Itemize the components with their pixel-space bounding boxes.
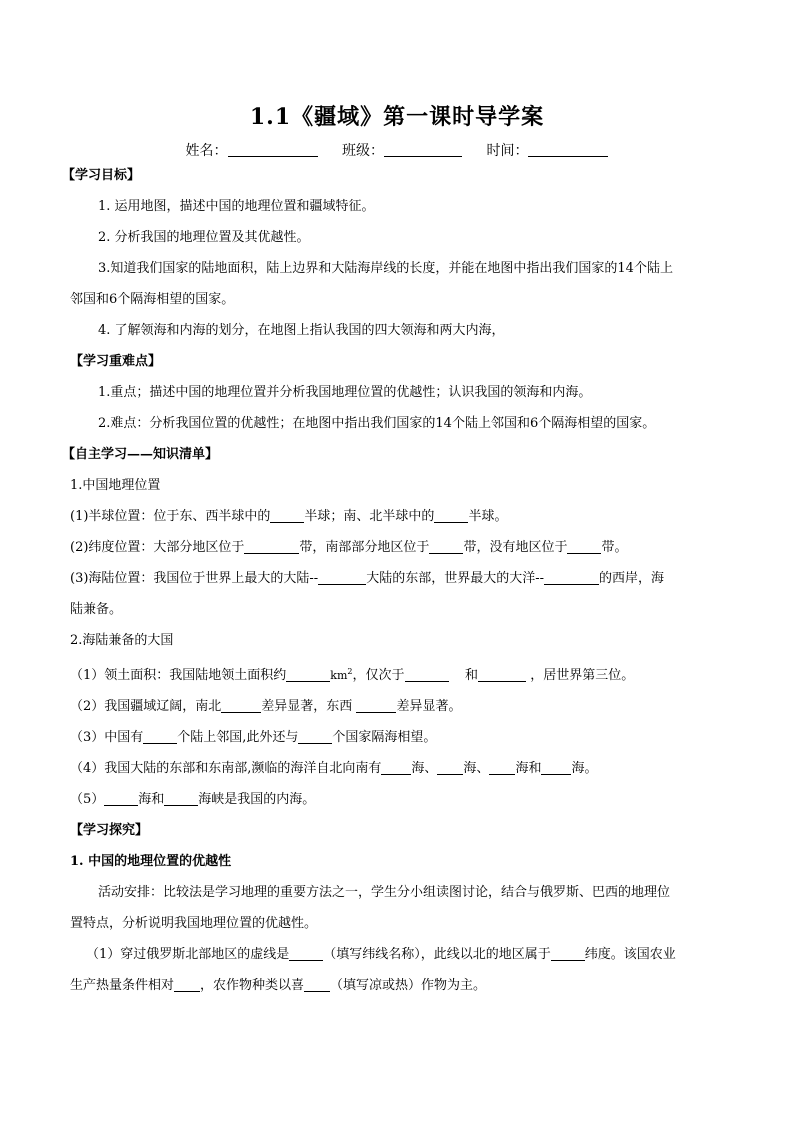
inner-seas: （5） 海和 海峡是我国的内海。 (70, 792, 316, 807)
time-label: 时间： (486, 143, 529, 159)
blank-23[interactable] (174, 977, 200, 992)
class-blank[interactable] (384, 143, 462, 157)
key-point-1: 1.重点；描述中国的地理位置并分析我国地理位置的优越性；认识我国的领海和内海。 (98, 385, 592, 400)
question-1-line-1: （1）穿过俄罗斯北部地区的虚线是 （填写纬线名称），此线以北的地区属于 纬度。该国农业 (86, 947, 676, 962)
blank-1[interactable] (270, 508, 304, 523)
document-body (62, 160, 734, 1001)
name-field (186, 140, 318, 160)
goal-4: 4. 了解领海和内海的划分，在地图上指认我国的四大领海和两大内海， (98, 323, 505, 338)
blank-22[interactable] (551, 946, 585, 961)
blank-13[interactable] (143, 729, 177, 744)
blank-18[interactable] (541, 760, 571, 775)
goal-2: 2. 分析我国的地理位置及其优越性。 (98, 230, 310, 245)
goal-3-line-1: 3.知道我们国家的陆地面积，陆上边界和大陆海岸线的长度，并能在地图中指出我们国家的14个陆上 (98, 261, 673, 276)
land-sea-position-cont: 陆兼备。 (70, 602, 123, 617)
land-sea-position: (3)海陆位置：我国位于世界上最大的大陆-- 大陆的东部，世界最大的大洋-- 的西岸，海 (70, 571, 665, 586)
goal-1: 1. 运用地图，描述中国的地理位置和疆域特征。 (98, 199, 375, 214)
activity-line-1: 活动安排：比较法是学习地理的重要方法之一，学生分小组读图讨论，结合与俄罗斯、巴西的地理位 (98, 885, 671, 900)
key-point-2: 2.难点：分析我国位置的优越性；在地图中指出我们国家的14个陆上邻国和6个隔海相望的国家。 (98, 416, 656, 431)
territory-vast: （2）我国疆域辽阔，南北 差异显著，东西 差异显著。 (70, 699, 462, 714)
blank-19[interactable] (104, 791, 138, 806)
activity-line-2: 置特点，分析说明我国地理位置的优越性。 (70, 916, 318, 931)
goal-3-line-2: 邻国和6个隔海相望的国家。 (70, 292, 235, 307)
blank-17[interactable] (489, 760, 515, 775)
seas: （4）我国大陆的东部和东南部,濒临的海洋自北向南有 海、 海、 海和 海。 (70, 761, 598, 776)
blank-15[interactable] (381, 760, 411, 775)
section-1-title: 1.中国地理位置 (70, 478, 161, 493)
explore-heading: 【学习探究】 (70, 823, 149, 838)
blank-3[interactable] (244, 539, 299, 554)
blank-7[interactable] (544, 570, 599, 585)
blank-21[interactable] (289, 946, 323, 961)
blank-12[interactable] (356, 698, 396, 713)
time-blank[interactable] (528, 143, 608, 157)
time-field (486, 140, 608, 160)
name-label: 姓名： (185, 143, 228, 159)
blank-2[interactable] (434, 508, 468, 523)
blank-8[interactable] (286, 667, 330, 682)
blank-9[interactable] (405, 667, 449, 682)
self-study-heading: 【自主学习——知识清单】 (62, 447, 219, 462)
student-info-row (0, 140, 794, 160)
territory-area: （1）领土面积：我国陆地领土面积约 $km^2$，仅次于 和 ，居世界第三位。 (70, 667, 635, 683)
class-label: 班级： (342, 143, 384, 159)
blank-11[interactable] (221, 698, 261, 713)
explore-1-title: 1. 中国的地理位置的优越性 (70, 854, 232, 869)
key-points-heading: 【学习重难点】 (70, 354, 162, 369)
blank-5[interactable] (567, 539, 601, 554)
question-1-line-2: 生产热量条件相对 ，农作物种类以喜 （填写凉或热）作物为主。 (70, 978, 487, 993)
blank-4[interactable] (429, 539, 463, 554)
goals-heading: 【学习目标】 (62, 168, 141, 183)
section-2-title: 2.海陆兼备的大国 (70, 633, 174, 648)
neighbors: （3）中国有 个陆上邻国,此外还与 个国家隔海相望。 (70, 730, 437, 745)
hemisphere-position: (1)半球位置：位于东、西半球中的 半球；南、北半球中的 半球。 (70, 509, 508, 524)
blank-10[interactable] (478, 667, 526, 682)
document-title: 1.1《疆域》第一课时导学案 (249, 104, 545, 130)
blank-6[interactable] (318, 570, 366, 585)
latitude-position: (2)纬度位置：大部分地区位于 带，南部部分地区位于 带，没有地区位于 带。 (70, 540, 628, 555)
class-field (342, 140, 462, 160)
blank-20[interactable] (164, 791, 198, 806)
blank-16[interactable] (437, 760, 463, 775)
blank-14[interactable] (298, 729, 332, 744)
blank-24[interactable] (304, 977, 330, 992)
name-blank[interactable] (228, 143, 318, 157)
